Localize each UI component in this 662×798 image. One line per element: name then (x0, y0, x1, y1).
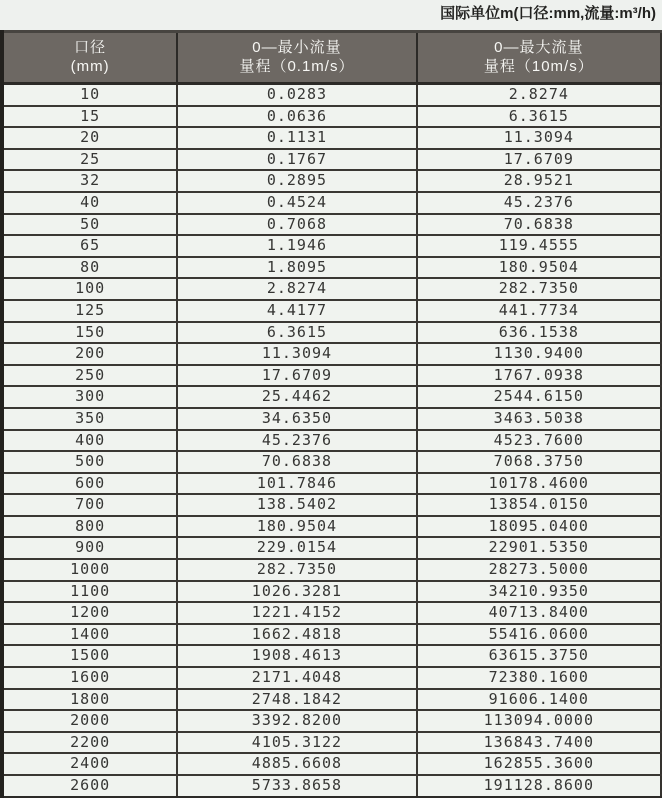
cell-diameter: 10 (80, 85, 101, 103)
cell-min-flow: 34.6350 (177, 408, 416, 430)
cell-min-flow: 138.5402 (177, 494, 416, 516)
table-row (2, 106, 661, 128)
cell-diameter: 125 (2, 300, 177, 322)
cell-diameter: 2600 (2, 775, 177, 797)
cell-diameter: 900 (2, 537, 177, 559)
header-min-flow-line1: 0—最小流量 (252, 39, 342, 56)
cell-max-flow: 191128.8600 (417, 775, 661, 797)
cell-min-flow: 2171.4048 (177, 667, 416, 689)
cell-min-flow: 229.0154 (177, 537, 416, 559)
table-row (2, 710, 661, 732)
table-row (2, 84, 661, 106)
cell-min-flow: 101.7846 (177, 473, 416, 495)
cell-diameter: 200 (2, 343, 177, 365)
flow-range-table (0, 30, 662, 798)
cell-diameter: 150 (2, 322, 177, 344)
cell-max-flow: 13854.0150 (417, 494, 661, 516)
cell-min-flow: 2.8274 (177, 278, 416, 300)
header-diameter-line1: 口径 (74, 39, 107, 56)
cell-max-flow: 3463.5038 (417, 408, 661, 430)
cell-max-flow: 441.7734 (417, 300, 661, 322)
table-row (2, 127, 661, 149)
cell-max-flow: 2544.6150 (417, 386, 661, 408)
header-max-flow-line1: 0—最大流量 (494, 39, 584, 56)
cell-min-flow: 2748.1842 (177, 689, 416, 711)
table-row (2, 537, 661, 559)
cell-diameter: 1100 (2, 581, 177, 603)
table-row (2, 732, 661, 754)
cell-diameter: 1800 (2, 689, 177, 711)
cell-max-flow: 40713.8400 (417, 602, 661, 624)
table-row (2, 602, 661, 624)
cell-diameter: 1400 (2, 624, 177, 646)
cell-diameter: 350 (2, 408, 177, 430)
cell-max-flow: 28273.5000 (417, 559, 661, 581)
table-header (2, 32, 661, 84)
cell-min-flow: 1.8095 (177, 257, 416, 279)
cell-max-flow: 18095.0400 (417, 516, 661, 538)
cell-max-flow: 1130.9400 (417, 343, 661, 365)
table-row (2, 667, 661, 689)
table-row (2, 451, 661, 473)
table-row (2, 494, 661, 516)
table-row (2, 192, 661, 214)
header-diameter (2, 32, 177, 84)
cell-diameter: 65 (2, 235, 177, 257)
cell-diameter: 2200 (2, 732, 177, 754)
cell-min-flow: 1908.4613 (177, 645, 416, 667)
table-row (2, 365, 661, 387)
table-row (2, 516, 661, 538)
table-row (2, 624, 661, 646)
table-row (2, 753, 661, 775)
cell-max-flow: 282.7350 (417, 278, 661, 300)
cell-diameter: 2400 (2, 753, 177, 775)
header-max-flow (417, 32, 661, 84)
table-row (2, 581, 661, 603)
cell-max-flow: 72380.1600 (417, 667, 661, 689)
cell-min-flow: 11.3094 (177, 343, 416, 365)
cell-diameter: 500 (2, 451, 177, 473)
cell-diameter: 1200 (2, 602, 177, 624)
header-diameter-line2: (mm) (70, 58, 110, 75)
cell-max-flow: 4523.7600 (417, 430, 661, 452)
cell-max-flow: 2.8274 (417, 84, 661, 106)
cell-min-flow: 45.2376 (177, 430, 416, 452)
cell-max-flow: 10178.4600 (417, 473, 661, 495)
cell-min-flow: 0.2895 (177, 170, 416, 192)
cell-diameter: 1600 (2, 667, 177, 689)
cell-min-flow: 1662.4818 (177, 624, 416, 646)
table-row (2, 473, 661, 495)
cell-diameter: 600 (2, 473, 177, 495)
cell-max-flow: 180.9504 (417, 257, 661, 279)
cell-min-flow: 25.4462 (177, 386, 416, 408)
page-title: 国际单位m(口径:mm,流量:m³/h) (440, 5, 656, 22)
table-row (2, 149, 661, 171)
cell-max-flow: 55416.0600 (417, 624, 661, 646)
cell-max-flow: 636.1538 (417, 322, 661, 344)
table-body (2, 84, 661, 798)
cell-max-flow: 162855.3600 (417, 753, 661, 775)
cell-diameter: 15 (2, 106, 177, 128)
cell-min-flow: 180.9504 (177, 516, 416, 538)
cell-min-flow: 4105.3122 (177, 732, 416, 754)
cell-max-flow: 6.3615 (417, 106, 661, 128)
cell-max-flow: 91606.1400 (417, 689, 661, 711)
cell-min-flow: 5733.8658 (177, 775, 416, 797)
cell-min-flow: 0.1767 (177, 149, 416, 171)
cell-max-flow: 70.6838 (417, 214, 661, 236)
table-row (2, 214, 661, 236)
cell-max-flow: 34210.9350 (417, 581, 661, 603)
table-row (2, 170, 661, 192)
header-row (2, 32, 661, 84)
cell-min-flow: 70.6838 (177, 451, 416, 473)
cell-diameter: 1000 (2, 559, 177, 581)
cell-diameter: 700 (2, 494, 177, 516)
cell-max-flow: 113094.0000 (417, 710, 661, 732)
table-row (2, 386, 661, 408)
cell-max-flow: 11.3094 (417, 127, 661, 149)
cell-diameter: 2000 (2, 710, 177, 732)
cell-diameter: 1500 (2, 645, 177, 667)
cell-min-flow: 1026.3281 (177, 581, 416, 603)
table-row (2, 645, 661, 667)
cell-min-flow: 0.0636 (177, 106, 416, 128)
table-row (2, 689, 661, 711)
cell-diameter: 300 (2, 386, 177, 408)
cell-diameter: 20 (2, 127, 177, 149)
cell-max-flow: 63615.3750 (417, 645, 661, 667)
cell-min-flow: 0.4524 (177, 192, 416, 214)
table-row (2, 559, 661, 581)
cell-max-flow: 7068.3750 (417, 451, 661, 473)
cell-diameter: 25 (2, 149, 177, 171)
cell-diameter: 250 (2, 365, 177, 387)
cell-min-flow: 4.4177 (177, 300, 416, 322)
table-row (2, 322, 661, 344)
cell-min-flow: 282.7350 (177, 559, 416, 581)
table-row (2, 300, 661, 322)
cell-diameter: 32 (2, 170, 177, 192)
table-row (2, 430, 661, 452)
cell-diameter: 800 (2, 516, 177, 538)
header-min-flow-line2: 量程（0.1m/s） (239, 58, 355, 75)
table-row (2, 408, 661, 430)
cell-diameter: 80 (2, 257, 177, 279)
table-row (2, 775, 661, 797)
cell-max-flow: 22901.5350 (417, 537, 661, 559)
header-min-flow (177, 32, 416, 84)
cell-min-flow: 17.6709 (177, 365, 416, 387)
cell-max-flow: 136843.7400 (417, 732, 661, 754)
cell-diameter: 400 (2, 430, 177, 452)
cell-min-flow: 3392.8200 (177, 710, 416, 732)
cell-min-flow: 0.1131 (177, 127, 416, 149)
cell-max-flow: 45.2376 (417, 192, 661, 214)
cell-min-flow: 0.7068 (177, 214, 416, 236)
cell-max-flow: 1767.0938 (417, 365, 661, 387)
header-max-flow-line2: 量程（10m/s） (483, 58, 594, 75)
cell-min-flow: 4885.6608 (177, 753, 416, 775)
cell-max-flow: 28.9521 (417, 170, 661, 192)
cell-diameter: 50 (2, 214, 177, 236)
table-row (2, 235, 661, 257)
table-row (2, 278, 661, 300)
table-row (2, 343, 661, 365)
cell-min-flow: 0.0283 (177, 84, 416, 106)
cell-max-flow: 119.4555 (417, 235, 661, 257)
cell-min-flow: 1221.4152 (177, 602, 416, 624)
cell-diameter: 40 (2, 192, 177, 214)
table-row (2, 257, 661, 279)
cell-min-flow: 6.3615 (177, 322, 416, 344)
cell-diameter: 100 (2, 278, 177, 300)
cell-max-flow: 17.6709 (417, 149, 661, 171)
cell-min-flow: 1.1946 (177, 235, 416, 257)
